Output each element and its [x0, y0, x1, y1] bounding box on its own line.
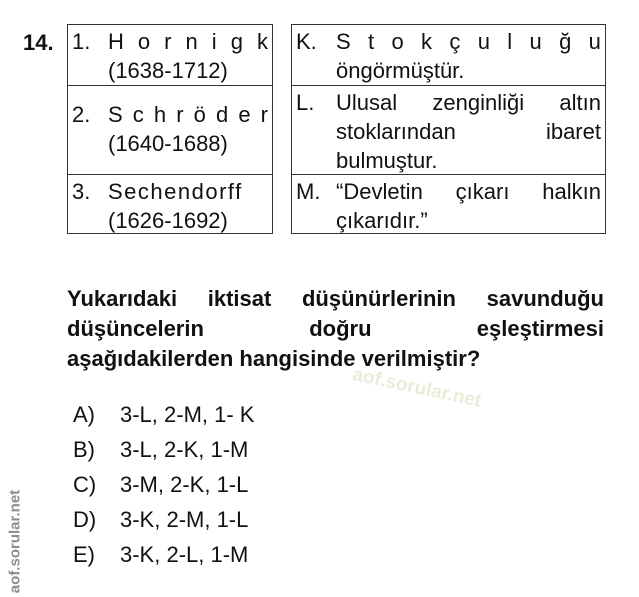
- prompt-line-2: düşüncelerin doğru eşleştirmesi: [67, 316, 604, 341]
- idea-label: M.: [296, 179, 321, 204]
- thinkers-table: [67, 24, 273, 234]
- thinker-name: H o r n i g k: [108, 29, 268, 54]
- option-text: 3-K, 2-L, 1-M: [120, 542, 249, 567]
- option-letter: B): [73, 437, 95, 462]
- watermark-center: aof.sorular.net: [350, 364, 484, 412]
- idea-text-line2: stoklarından ibaret: [336, 119, 601, 144]
- option-letter: A): [73, 402, 95, 427]
- idea-text-line1: S t o k ç u l u ğ u: [336, 29, 601, 54]
- prompt-line-1: Yukarıdaki iktisat düşünürlerinin savunduğu: [67, 286, 604, 311]
- thinker-name: S c h r ö d e r: [108, 102, 268, 127]
- option-letter: C): [73, 472, 97, 497]
- question-number: 14.: [23, 30, 54, 55]
- thinker-label: 3.: [72, 179, 91, 204]
- question-prompt: [67, 284, 604, 374]
- thinker-years: (1638-1712): [108, 58, 228, 83]
- idea-row-l: [292, 85, 605, 174]
- thinker-label: 2.: [72, 102, 91, 127]
- idea-text-line3: bulmuştur.: [336, 148, 438, 173]
- idea-text-line1: “Devletin çıkarı halkın: [336, 179, 601, 204]
- option-text: 3-L, 2-M, 1- K: [120, 402, 255, 427]
- thinker-row-1: [68, 25, 272, 85]
- option-text: 3-L, 2-K, 1-M: [120, 437, 249, 462]
- idea-label: K.: [296, 29, 317, 54]
- thinker-name: Sechendorff: [108, 179, 243, 204]
- thinker-label: 1.: [72, 29, 91, 54]
- option-c[interactable]: [73, 472, 254, 507]
- option-a[interactable]: [73, 402, 254, 437]
- answer-options: [73, 402, 254, 577]
- idea-row-k: [292, 25, 605, 85]
- option-d[interactable]: [73, 507, 254, 542]
- option-text: 3-K, 2-M, 1-L: [120, 507, 249, 532]
- watermark-side: aof.sorular.net: [6, 489, 24, 594]
- idea-text-line1: Ulusal zenginliği altın: [336, 90, 601, 115]
- prompt-line-3: aşağıdakilerden hangisinde verilmiştir?: [67, 346, 481, 371]
- idea-text-line2: öngörmüştür.: [336, 58, 465, 83]
- thinker-years: (1640-1688): [108, 131, 228, 156]
- option-letter: D): [73, 507, 97, 532]
- idea-label: L.: [296, 90, 315, 115]
- ideas-table: [291, 24, 606, 234]
- thinker-years: (1626-1692): [108, 208, 228, 233]
- thinker-row-3: [68, 174, 272, 233]
- idea-row-m: [292, 174, 605, 233]
- idea-text-line2: çıkarıdır.”: [336, 208, 428, 233]
- option-e[interactable]: [73, 542, 254, 577]
- option-b[interactable]: [73, 437, 254, 472]
- option-letter: E): [73, 542, 95, 567]
- option-text: 3-M, 2-K, 1-L: [120, 472, 249, 497]
- thinker-row-2: [68, 85, 272, 174]
